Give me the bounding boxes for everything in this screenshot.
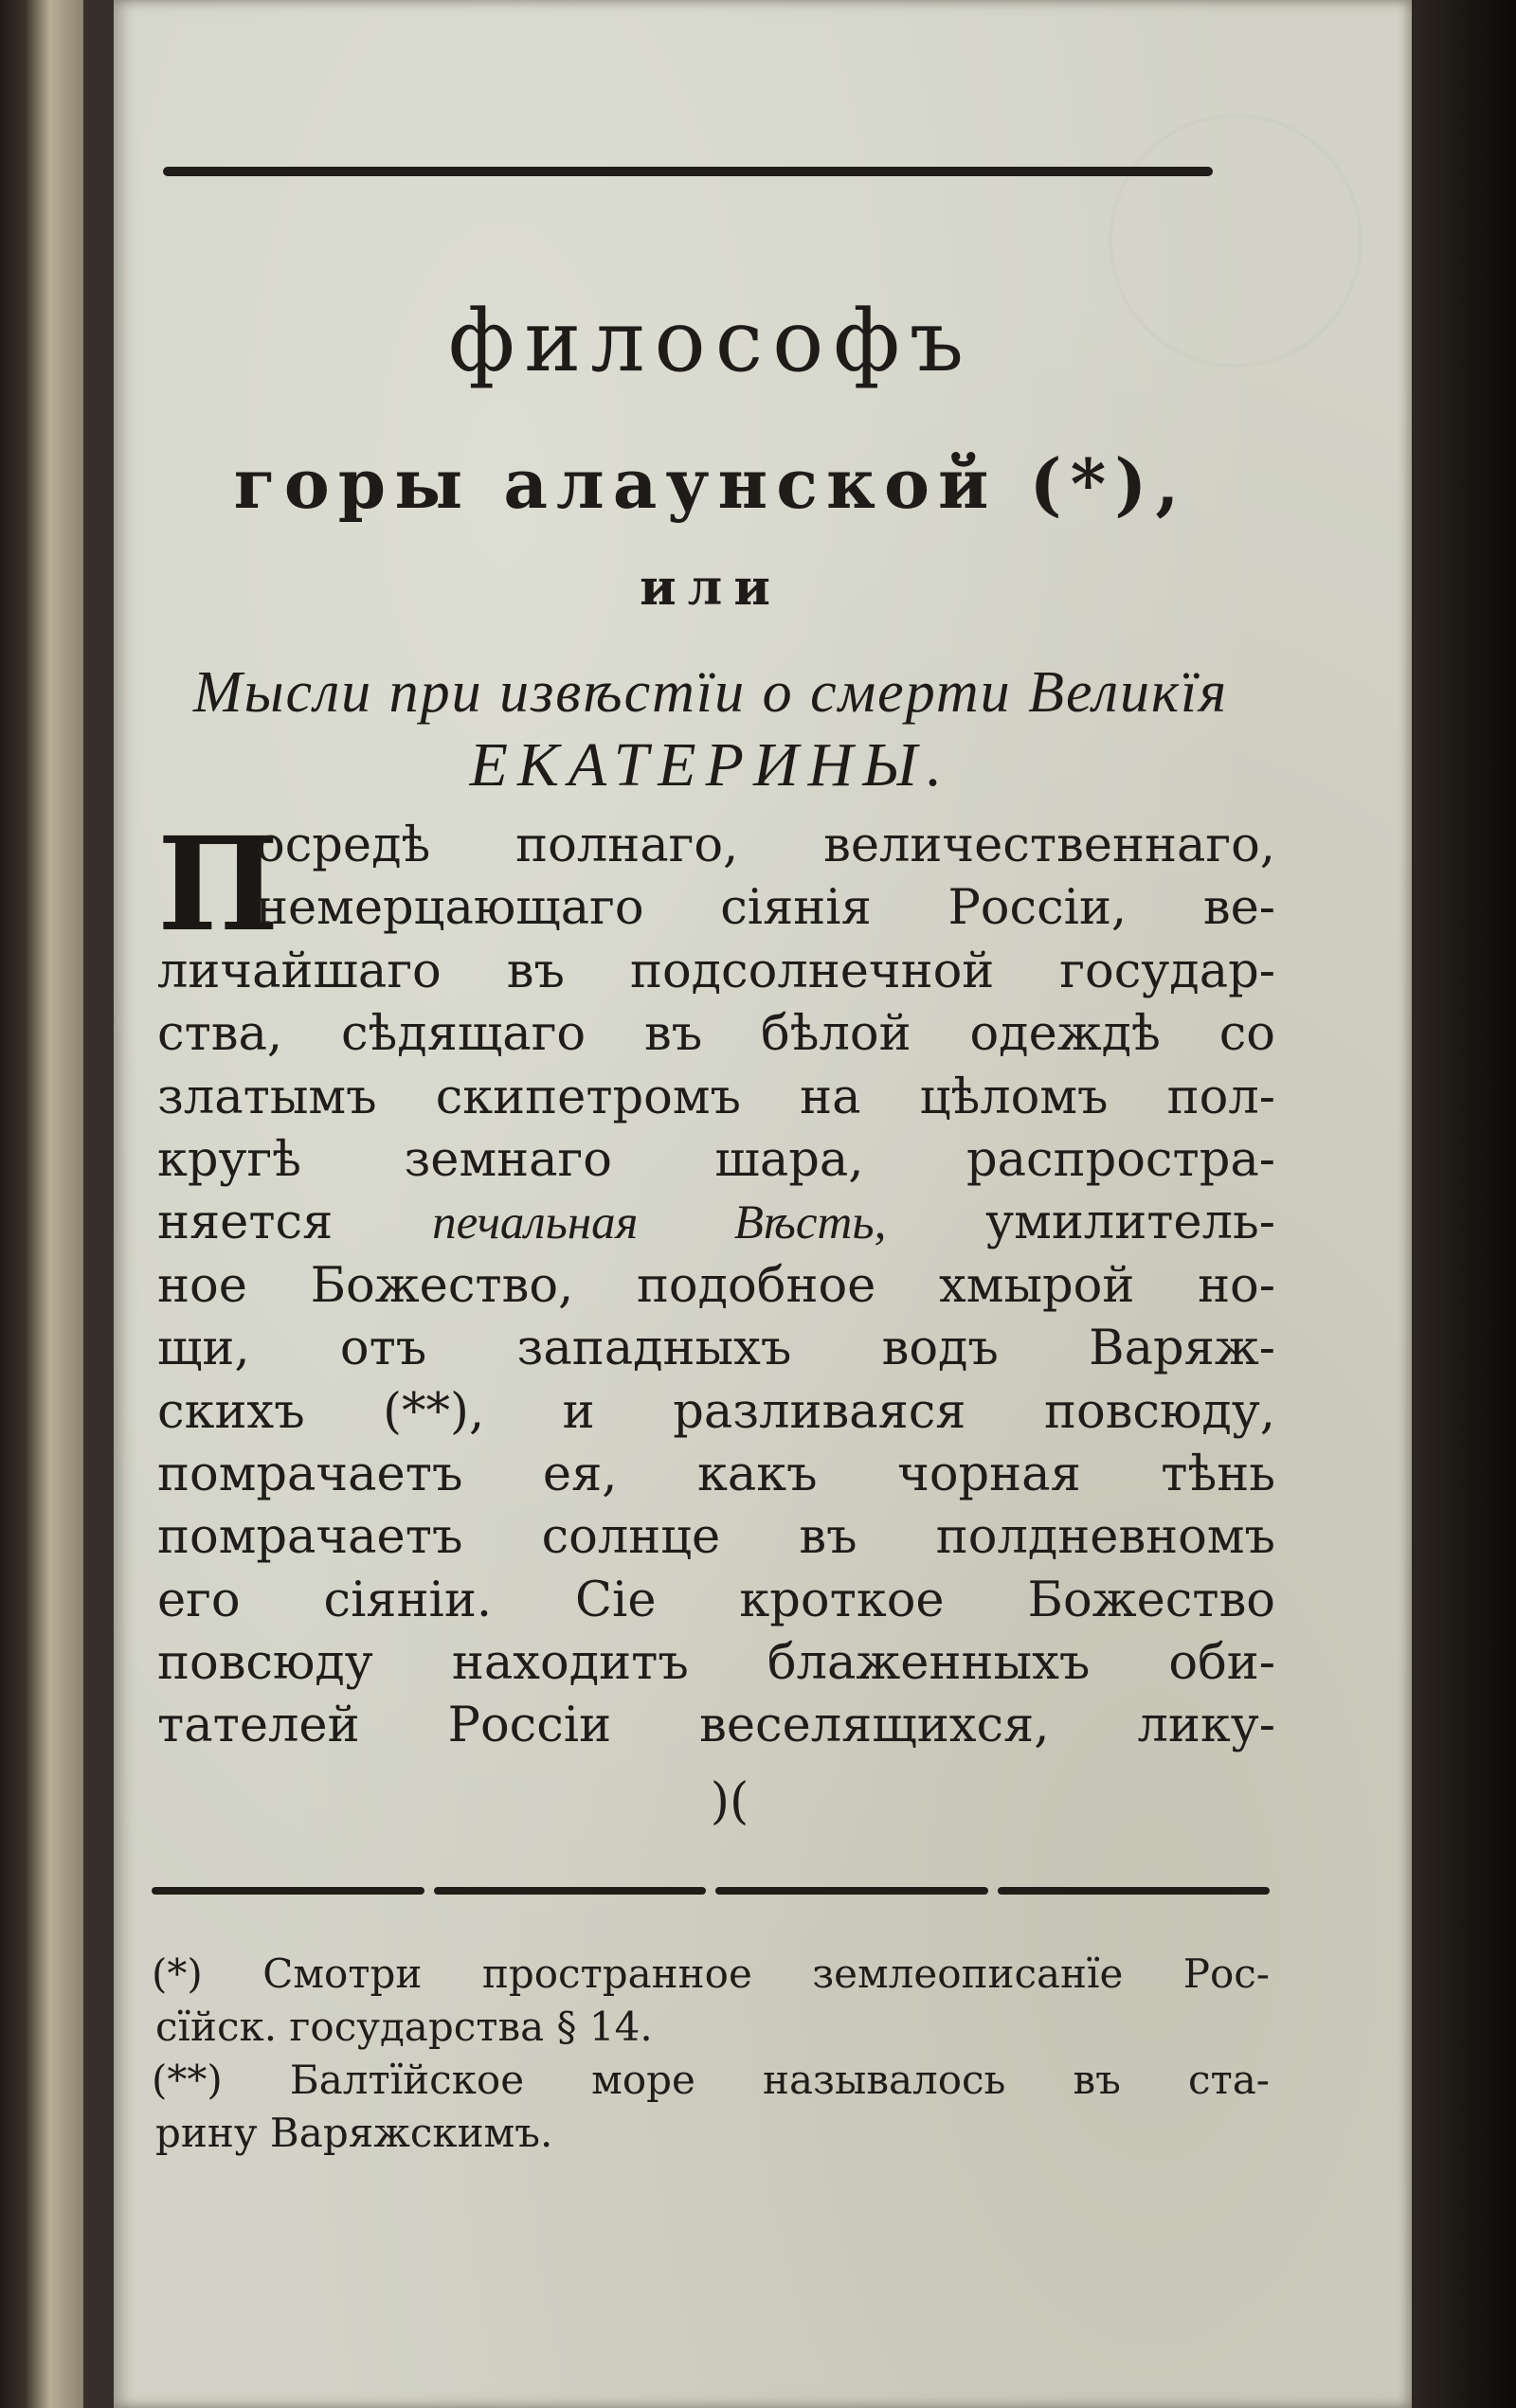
body-line: помрачаетъ ея, какъ чорная тѣнь <box>157 1446 1275 1502</box>
footnotes <box>152 1948 1270 2160</box>
footnote-line: рину Варяжскимъ. <box>155 2110 553 2156</box>
rule-segment <box>434 1887 707 1895</box>
body-line: ное Божество, подобное хмырой но- <box>157 1257 1275 1314</box>
body-text-segment: умилитель- <box>985 1195 1275 1251</box>
body-line: его сіяніи. Сіе кроткое Божество <box>157 1572 1275 1628</box>
title-line-1: философъ <box>447 292 974 391</box>
title-line-3: или <box>640 559 782 617</box>
drop-cap: П <box>157 809 280 961</box>
body-line: тателей Россіи веселящихся, лику- <box>157 1698 1275 1754</box>
footnote-rule <box>152 1887 1270 1895</box>
rule-segment <box>152 1887 424 1895</box>
body-text-segment: няется <box>157 1195 334 1251</box>
top-rule <box>163 167 1213 176</box>
body-line: кругѣ земнаго шара, распростра- <box>157 1131 1275 1188</box>
footnote-line: сїйск. государства § 14. <box>155 2004 653 2050</box>
footnote-line: (*) Смотри пространное землеописанїе Рос- <box>152 1950 1270 1997</box>
body-paragraph <box>157 809 1275 1758</box>
title-line-2: горы алаунской (*), <box>233 443 1188 524</box>
page-signature-mark: )( <box>710 1773 749 1830</box>
subtitle-line-1: Мысли при извѣстїи о смерти Великїя <box>192 660 1229 725</box>
book-gutter-left <box>0 0 83 2408</box>
body-line: златымъ скипетромъ на цѣломъ пол- <box>157 1069 1275 1125</box>
subtitle-line-2: ЕКАТЕРИНЫ. <box>469 730 952 800</box>
body-line-mixed <box>157 1192 1275 1254</box>
book-edge-right <box>1412 0 1516 2408</box>
body-line: осредѣ полнаго, величественнаго, <box>256 818 1275 873</box>
rule-segment <box>715 1887 988 1895</box>
body-line: скихъ (**), и разливаяся повсюду, <box>157 1383 1275 1440</box>
body-line: ства, сѣдящаго въ бѣлой одеждѣ со <box>157 1006 1275 1063</box>
rule-segment <box>998 1887 1271 1895</box>
footnote-line: (**) Балтїйское море называлось въ ста- <box>152 2057 1270 2103</box>
italic-phrase: печальная Вѣсть, <box>432 1196 887 1250</box>
body-line: помрачаетъ солнце въ полдневномъ <box>157 1509 1275 1566</box>
body-line: щи, отъ западныхъ водъ Варяж- <box>157 1321 1275 1377</box>
book-page <box>114 0 1412 2408</box>
body-line: повсюду находитъ блаженныхъ оби- <box>157 1635 1275 1692</box>
body-line: немерцающаго сіянія Россіи, ве- <box>256 880 1275 937</box>
body-line: личайшаго въ подсолнечной государ- <box>157 943 1275 999</box>
